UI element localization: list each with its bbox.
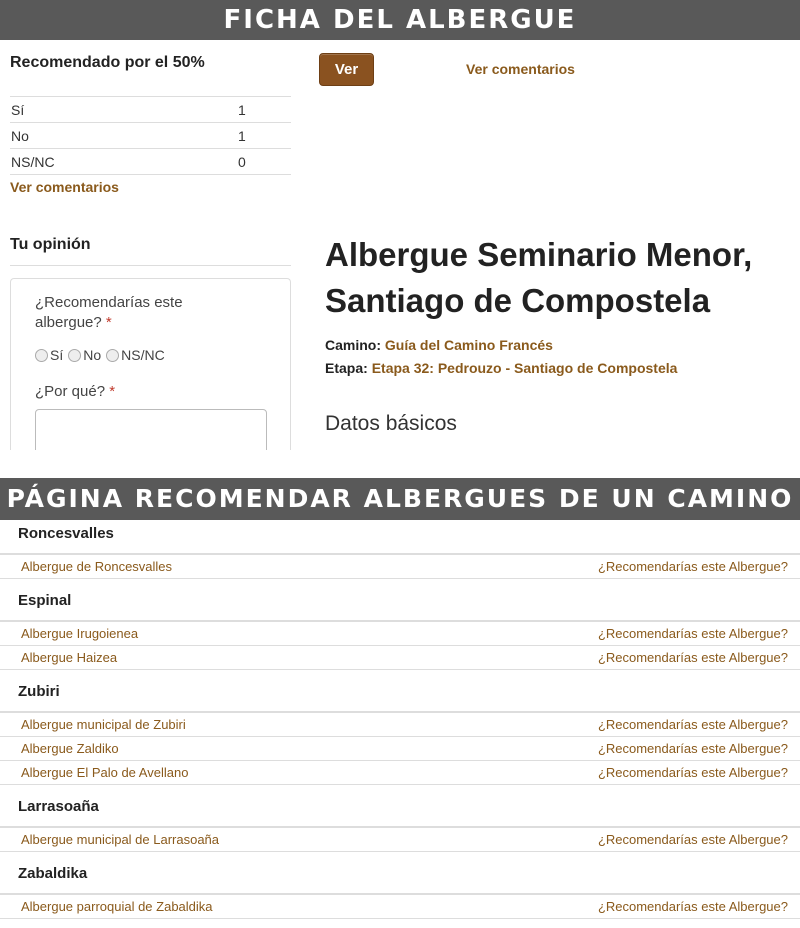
recommend-link[interactable]: ¿Recomendarías este Albergue? <box>597 559 788 574</box>
recommend-link[interactable]: ¿Recomendarías este Albergue? <box>597 899 788 914</box>
radio-label: NS/NC <box>121 347 165 363</box>
ver-button[interactable]: Ver <box>319 53 374 86</box>
comments-link[interactable]: Ver comentarios <box>466 61 575 77</box>
recommend-link[interactable]: ¿Recomendarías este Albergue? <box>597 626 788 641</box>
albergue-title: Albergue Seminario Menor, Santiago de Compostela <box>325 236 753 319</box>
list-item <box>0 828 800 852</box>
albergue-link[interactable]: Albergue municipal de Zubiri <box>21 717 186 732</box>
required-mark: * <box>109 383 116 400</box>
list-item <box>0 622 800 646</box>
opinion-form <box>10 278 291 450</box>
radio-button[interactable] <box>68 349 81 362</box>
recommend-link[interactable]: ¿Recomendarías este Albergue? <box>597 765 788 780</box>
section-banner-recomendar: PÁGINA RECOMENDAR ALBERGUES DE UN CAMINO <box>0 478 800 520</box>
city-heading: Zabaldika <box>0 860 800 895</box>
albergue-listing <box>0 520 800 928</box>
group-spacer <box>0 670 800 678</box>
why-textarea[interactable] <box>35 409 267 450</box>
section-heading-datos: Datos básicos <box>325 412 457 435</box>
albergue-link[interactable]: Albergue parroquial de Zabaldika <box>21 899 213 914</box>
recommend-radio-group <box>35 347 167 363</box>
recommendation-count: 1 <box>238 101 246 118</box>
etapa-link[interactable]: Etapa 32: Pedrouzo - Santiago de Compostela <box>371 360 678 376</box>
recommendation-count: 1 <box>238 127 246 144</box>
recommendation-label: NS/NC <box>11 153 55 170</box>
list-item <box>0 555 800 579</box>
camino-line <box>325 337 553 353</box>
recommend-link[interactable]: ¿Recomendarías este Albergue? <box>597 650 788 665</box>
albergue-link[interactable]: Albergue Irugoienea <box>21 626 139 641</box>
required-mark: * <box>105 314 112 331</box>
section-banner-ficha: FICHA DEL ALBERGUE <box>0 0 800 40</box>
radio-option-nsnc[interactable] <box>106 347 165 363</box>
camino-link[interactable]: Guía del Camino Francés <box>384 337 553 353</box>
recommend-link[interactable]: ¿Recomendarías este Albergue? <box>597 717 788 732</box>
list-item <box>0 761 800 785</box>
list-item <box>0 895 800 919</box>
opinion-title: Tu opinión <box>10 236 91 253</box>
etapa-label: Etapa: <box>325 360 368 376</box>
city-heading: Larrasoaña <box>0 793 800 828</box>
recommend-question-text: ¿Recomendarías este albergue? <box>35 294 183 331</box>
recommendation-row-no <box>10 123 291 149</box>
group-spacer <box>0 785 800 793</box>
recommendation-row-yes <box>10 97 291 123</box>
recommend-link[interactable]: ¿Recomendarías este Albergue? <box>597 741 788 756</box>
city-heading: Espinal <box>0 587 800 622</box>
albergue-link[interactable]: Albergue municipal de Larrasoaña <box>21 832 220 847</box>
albergue-link[interactable]: Albergue El Palo de Avellano <box>21 765 189 780</box>
radio-label: Sí <box>50 347 64 363</box>
albergue-link[interactable]: Albergue de Roncesvalles <box>21 559 173 574</box>
albergue-link[interactable]: Albergue Zaldiko <box>21 741 119 756</box>
radio-button[interactable] <box>35 349 48 362</box>
divider <box>10 265 291 266</box>
recommendation-label: No <box>11 127 29 144</box>
list-item <box>0 737 800 761</box>
recommendation-count: 0 <box>238 153 246 170</box>
recommend-question <box>35 293 235 333</box>
recommendation-label: Sí <box>11 101 25 118</box>
radio-option-no[interactable] <box>68 347 101 363</box>
radio-label: No <box>83 347 102 363</box>
group-spacer <box>0 852 800 860</box>
camino-label: Camino: <box>325 337 381 353</box>
list-item <box>0 646 800 670</box>
radio-option-yes[interactable] <box>35 347 63 363</box>
etapa-line <box>325 360 677 376</box>
recommendation-row-nsnc <box>10 149 291 175</box>
city-heading: Zubiri <box>0 678 800 713</box>
recommendation-table <box>10 96 291 175</box>
albergue-detail-panel <box>0 40 800 450</box>
recommend-link[interactable]: ¿Recomendarías este Albergue? <box>597 832 788 847</box>
group-spacer <box>0 579 800 587</box>
list-item <box>0 713 800 737</box>
sidebar-comments-link[interactable]: Ver comentarios <box>10 179 119 195</box>
albergue-link[interactable]: Albergue Haizea <box>21 650 118 665</box>
recommendation-title: Recomendado por el 50% <box>10 54 205 71</box>
radio-button[interactable] <box>106 349 119 362</box>
why-label <box>35 383 115 400</box>
city-heading: Roncesvalles <box>0 520 800 555</box>
why-label-text: ¿Por qué? <box>35 383 106 400</box>
